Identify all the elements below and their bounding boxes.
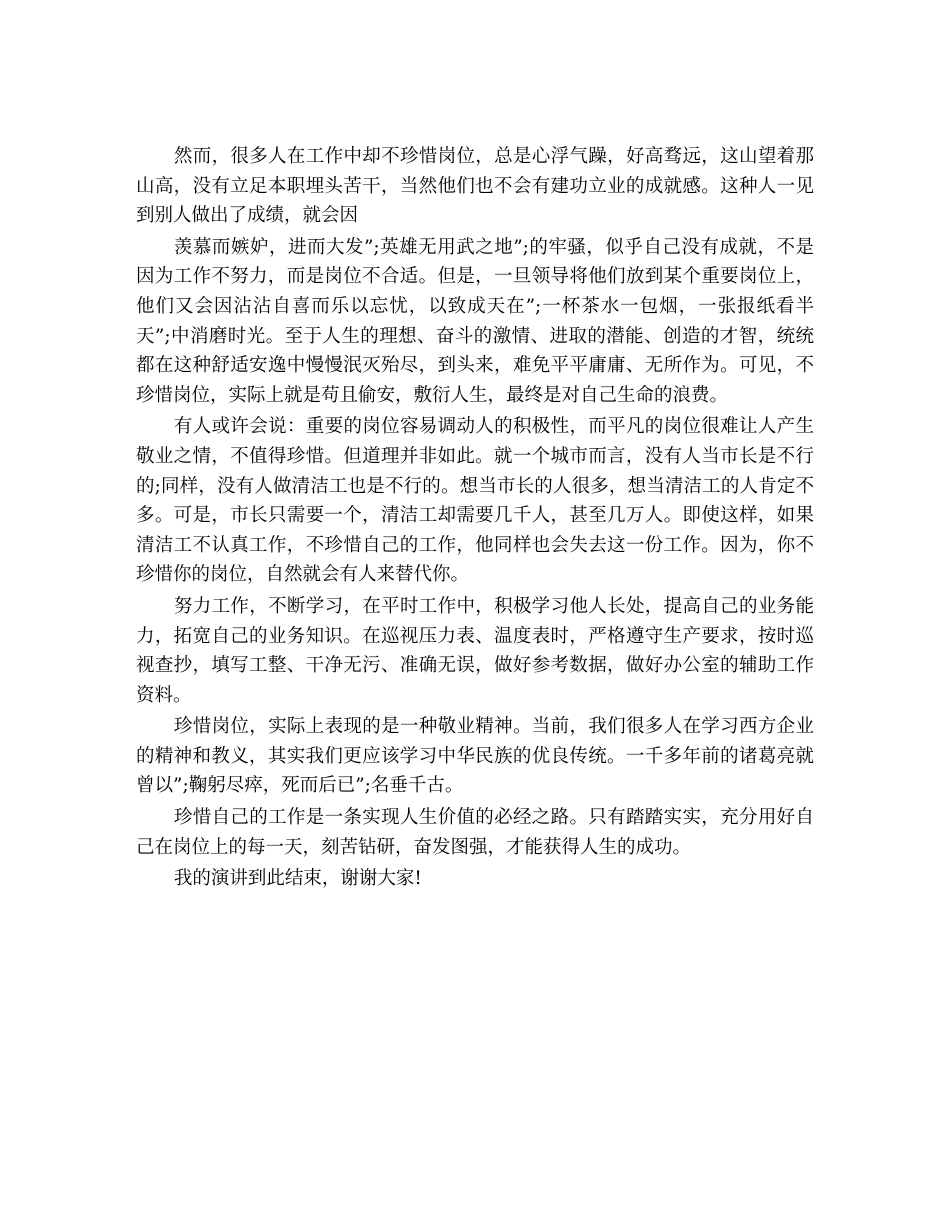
- paragraph: 珍惜岗位，实际上表现的是一种敬业精神。当前，我们很多人在学习西方企业的精神和教义，其实我们更应该学习中华民族的优良传统。一千多年前的诸葛亮就曾以”;鞠躬尽瘁，死而后已”;名垂千古。: [136, 716, 814, 797]
- document-body: [136, 142, 814, 896]
- paragraph: 努力工作，不断学习，在平时工作中，积极学习他人长处，提高自己的业务能力，拓宽自己的业务知识。在巡视压力表、温度表时，严格遵守生产要求，按时巡视查抄，填写工整、干净无污、准确无误，做好参考数据，做好办公室的辅助工作资料。: [136, 595, 814, 706]
- paragraph: 有人或许会说：重要的岗位容易调动人的积极性，而平凡的岗位很难让人产生敬业之情，不值得珍惜。但道理并非如此。就一个城市而言，没有人当市长是不行的;同样，没有人做清洁工也是不行的。想当市长的人很多，想当清洁工的人肯定不多。可是，市长只需要一个，清洁工却需要几千人，甚至几万人。即使这样，如果清洁工不认真工作，不珍惜自己的工作，他同样也会失去这一份工作。因为，你不珍惜你的岗位，自然就会有人来替代你。: [136, 416, 814, 586]
- closing-paragraph: 我的演讲到此结束，谢谢大家!: [173, 868, 422, 890]
- paragraph: 羡慕而嫉妒，进而大发”;英雄无用武之地”;的牢骚，似乎自己没有成就，不是因为工作不努力，而是岗位不合适。但是，一旦领导将他们放到某个重要岗位上，他们又会因沾沾自喜而乐以忘忧，以致成天在”;一杯茶水一包烟，一张报纸看半天”;中消磨时光。至于人生的理想、奋斗的激情、进取的潜能、创造的才智，统统都在这种舒适安逸中慢慢泯灭殆尽，到头来，难免平平庸庸、无所作为。可见，不珍惜岗位，实际上就是苟且偷安，敷衍人生，最终是对自己生命的浪费。: [136, 236, 814, 406]
- paragraph: 然而，很多人在工作中却不珍惜岗位，总是心浮气躁，好高骛远，这山望着那山高，没有立足本职埋头苦干，当然他们也不会有建功立业的成就感。这种人一见到别人做出了成绩，就会因: [136, 146, 814, 227]
- paragraph: 珍惜自己的工作是一条实现人生价值的必经之路。只有踏踏实实，充分用好自己在岗位上的每一天，刻苦钻研，奋发图强，才能获得人生的成功。: [136, 807, 814, 858]
